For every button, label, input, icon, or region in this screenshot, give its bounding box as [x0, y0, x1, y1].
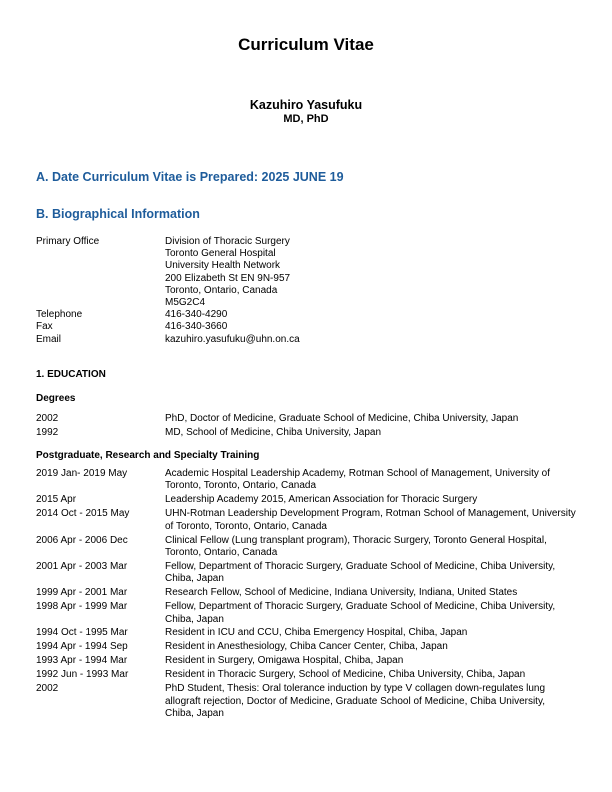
contact-value-line: University Health Network	[165, 260, 281, 272]
entry-description: MD, School of Medicine, Chiba University, Japan	[165, 426, 382, 438]
entry-row	[36, 587, 576, 599]
entry-description: UHN-Rotman Leadership Development Program, Rotman School of Management, University of Toronto, Toronto, Ontario, Canada	[165, 508, 576, 532]
entry-description: Research Fellow, School of Medicine, Indiana University, Indiana, United States	[165, 587, 518, 599]
degrees-heading: Degrees	[36, 392, 76, 404]
contact-value-line: M5G2C4	[165, 297, 206, 309]
entry-row	[36, 683, 576, 720]
entry-row	[36, 561, 576, 586]
contact-value	[165, 321, 576, 333]
education-heading: 1. EDUCATION	[36, 368, 106, 380]
entry-row	[36, 655, 576, 667]
entry-description: Fellow, Department of Thoracic Surgery, Graduate School of Medicine, Chiba University, Chiba, Japan	[165, 560, 556, 585]
section-a-heading: A. Date Curriculum Vitae is Prepared: 2025 JUNE 19	[36, 170, 344, 184]
entry-description: Resident in Thoracic Surgery, School of Medicine, Chiba University, Chiba, Japan	[165, 669, 526, 681]
section-b-heading: B. Biographical Information	[36, 207, 200, 221]
contact-value-line: kazuhiro.yasufuku@uhn.on.ca	[165, 333, 300, 345]
contact-value-line: Division of Thoracic Surgery	[165, 236, 290, 247]
degrees-table	[36, 413, 576, 439]
entry-description: PhD Student, Thesis: Oral tolerance induction by type V collagen down-regulates lung allograft rejection, Doctor of Medicine, Graduate School of Medicine, Chiba University, Chiba, Japan	[165, 683, 546, 720]
contact-value-line: Toronto General Hospital	[165, 248, 276, 260]
contact-value	[165, 309, 576, 321]
entry-date: 1998 Apr - 1999 Mar	[36, 601, 128, 613]
contact-value	[165, 236, 576, 309]
entry-row	[36, 508, 576, 533]
entry-date: 1994 Apr - 1994 Sep	[36, 641, 128, 653]
name-block	[0, 99, 612, 126]
contact-value-line: 416-340-3660	[165, 321, 228, 333]
entry-date: 2014 Oct - 2015 May	[36, 508, 130, 520]
contact-row	[36, 334, 576, 346]
contact-table	[36, 236, 576, 346]
contact-label: Primary Office	[36, 236, 100, 247]
entry-description: PhD, Doctor of Medicine, Graduate School of Medicine, Chiba University, Japan	[165, 412, 519, 424]
person-credentials: MD, PhD	[283, 113, 329, 125]
entry-row	[36, 427, 576, 439]
contact-label: Email	[36, 333, 62, 345]
entry-date: 1992 Jun - 1993 Mar	[36, 669, 129, 681]
contact-value-line: 416-340-4290	[165, 309, 228, 321]
entry-description: Resident in ICU and CCU, Chiba Emergency Hospital, Chiba, Japan	[165, 627, 468, 639]
entry-date: 2001 Apr - 2003 Mar	[36, 560, 128, 572]
person-name: Kazuhiro Yasufuku	[249, 98, 363, 112]
entry-row	[36, 641, 576, 653]
entry-date: 2015 Apr	[36, 494, 77, 506]
entry-date: 1999 Apr - 2001 Mar	[36, 587, 128, 599]
document-title: Curriculum Vitae	[238, 35, 374, 54]
entry-description: Fellow, Department of Thoracic Surgery, Graduate School of Medicine, Chiba University, Chiba, Japan	[165, 601, 556, 625]
entry-row	[36, 627, 576, 639]
entry-date: 1993 Apr - 1994 Mar	[36, 655, 128, 667]
entry-row	[36, 601, 576, 626]
entry-row	[36, 494, 576, 506]
entry-date: 2006 Apr - 2006 Dec	[36, 534, 128, 546]
contact-value-line: 200 Elizabeth St EN 9N-957	[165, 272, 291, 284]
postgraduate-heading: Postgraduate, Research and Specialty Training	[36, 450, 260, 462]
contact-value-line: Toronto, Ontario, Canada	[165, 284, 278, 296]
contact-label: Telephone	[36, 309, 83, 321]
contact-row	[36, 321, 576, 333]
entry-row	[36, 468, 576, 493]
entry-date: 2019 Jan- 2019 May	[36, 468, 128, 480]
entry-row	[36, 535, 576, 560]
entry-date: 1994 Oct - 1995 Mar	[36, 627, 128, 639]
entry-description: Resident in Surgery, Omigawa Hospital, Chiba, Japan	[165, 655, 404, 667]
entry-row	[36, 413, 576, 425]
entry-date: 1992	[36, 426, 59, 438]
contact-row	[36, 309, 576, 321]
entry-row	[36, 669, 576, 681]
contact-row	[36, 236, 576, 309]
contact-value	[165, 334, 576, 346]
entry-description: Clinical Fellow (Lung transplant program), Thoracic Surgery, Toronto General Hospital, Toronto, Ontario, Canada	[165, 534, 547, 558]
entry-description: Leadership Academy 2015, American Association for Thoracic Surgery	[165, 494, 478, 506]
entry-date: 2002	[36, 412, 59, 424]
entry-date: 2002	[36, 683, 59, 695]
postgraduate-table	[36, 468, 576, 720]
contact-label: Fax	[36, 321, 53, 333]
entry-description: Resident in Anesthesiology, Chiba Cancer Center, Chiba, Japan	[165, 641, 448, 653]
entry-description: Academic Hospital Leadership Academy, Rotman School of Management, University of Toronto, Toronto, Ontario, Canada	[165, 468, 551, 492]
